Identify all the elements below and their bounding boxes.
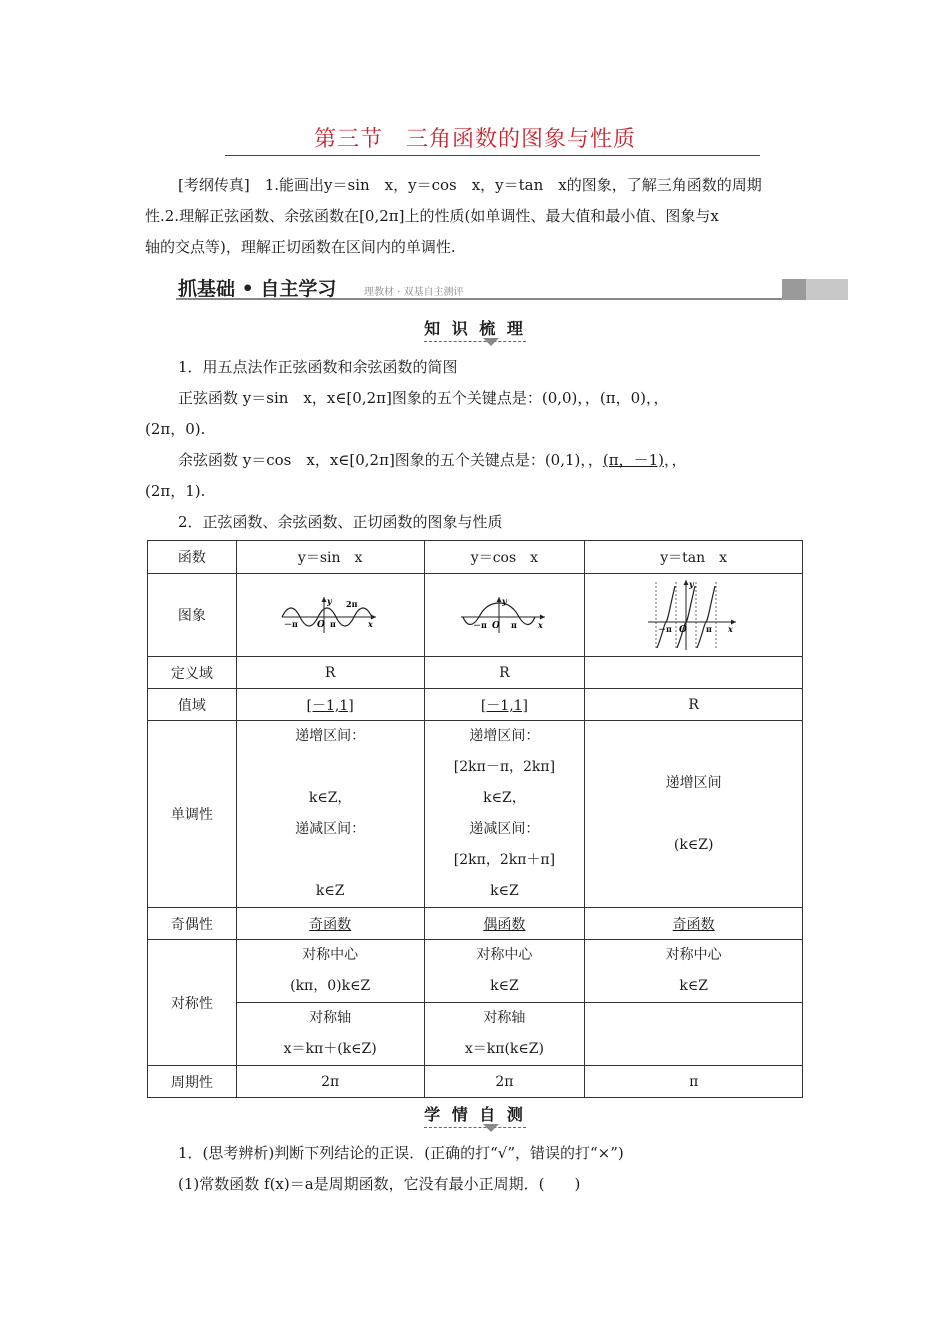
sin-graph-two-pi: 2π bbox=[346, 599, 358, 609]
header-cell: y＝sin x bbox=[236, 541, 424, 574]
banner-title: 抓基础 • 自主学习 bbox=[178, 278, 337, 300]
row-label: 周期性 bbox=[148, 1066, 237, 1098]
table-row-parity bbox=[148, 908, 803, 940]
row-label: 单调性 bbox=[148, 721, 237, 908]
question-1-1: (1)常数函数 f(x)＝a是周期函数，它没有最小正周期．( ) bbox=[178, 1175, 581, 1193]
table-row-symmetry-center bbox=[148, 940, 803, 1003]
exam-outline bbox=[145, 170, 805, 263]
heading-arrow-icon bbox=[483, 1124, 499, 1132]
table-row-header bbox=[148, 541, 803, 574]
cos-symmetry-center: 对称中心 k∈Z bbox=[424, 940, 585, 1003]
tan-graph bbox=[646, 578, 742, 652]
table-row-monotonicity bbox=[148, 721, 803, 908]
table-cell: 奇函数 bbox=[236, 908, 424, 940]
sin-graph-x-label: x bbox=[368, 619, 373, 629]
row-label: 对称性 bbox=[148, 940, 237, 1066]
cos-keypoints-line-2: (2π，1). bbox=[145, 482, 206, 500]
row-label: 奇偶性 bbox=[148, 908, 237, 940]
table-row-symmetry-axis bbox=[148, 1003, 803, 1066]
table-row-domain bbox=[148, 657, 803, 689]
tan-graph-x-label: x bbox=[727, 624, 733, 634]
section-banner bbox=[176, 276, 848, 300]
banner-block-dark bbox=[782, 279, 806, 300]
exam-outline-line-3: 轴的交点等)，理解正切函数在区间内的单调性. bbox=[145, 238, 456, 256]
heading-arrow-icon bbox=[483, 338, 499, 346]
cos-graph bbox=[459, 595, 549, 635]
table-cell bbox=[585, 657, 803, 689]
table-cell: [－1,1] bbox=[236, 689, 424, 721]
title-divider bbox=[225, 155, 760, 156]
item-1-heading: 1．用五点法作正弦函数和余弦函数的简图 bbox=[178, 358, 458, 376]
table-cell: π bbox=[585, 1066, 803, 1098]
banner-block-light bbox=[806, 279, 848, 300]
trig-properties-table bbox=[147, 540, 803, 1098]
cos-graph-x-label: x bbox=[538, 620, 544, 630]
header-cell: 函数 bbox=[148, 541, 237, 574]
table-cell: 奇函数 bbox=[585, 908, 803, 940]
cos-graph-neg-pi: －π bbox=[473, 620, 488, 630]
table-cell: 2π bbox=[236, 1066, 424, 1098]
question-1: 1．(思考辨析)判断下列结论的正误．(正确的打“√”，错误的打“×”) bbox=[178, 1144, 624, 1162]
item-2-heading: 2．正弦函数、余弦函数、正切函数的图象与性质 bbox=[178, 513, 503, 531]
tan-graph-pi: π bbox=[705, 624, 712, 634]
sin-graph-origin: O bbox=[317, 620, 325, 630]
cos-graph-pi: π bbox=[511, 620, 518, 630]
tan-graph-y-label: y bbox=[688, 579, 694, 589]
table-row-graph bbox=[148, 574, 803, 657]
table-cell: R bbox=[424, 657, 585, 689]
sin-graph-cell bbox=[236, 574, 424, 657]
sin-graph bbox=[280, 595, 380, 635]
sin-graph-y-label: y bbox=[327, 596, 332, 606]
sin-monotonicity: 递增区间： k∈Z， 递减区间： k∈Z bbox=[236, 721, 424, 908]
cos-monotonicity: 递增区间： [2kπ－π，2kπ] k∈Z， 递减区间： [2kπ，2kπ＋π] k∈Z bbox=[424, 721, 585, 908]
item-1 bbox=[145, 352, 805, 538]
table-cell: R bbox=[585, 689, 803, 721]
sin-graph-pi: π bbox=[330, 619, 337, 629]
cos-graph-y-label: y bbox=[502, 596, 508, 606]
cos-symmetry-axis: 对称轴 x＝kπ(k∈Z) bbox=[424, 1003, 585, 1066]
tan-graph-cell bbox=[585, 574, 803, 657]
cos-keypoints-line: 余弦函数 y＝cos x，x∈[0,2π]图象的五个关键点是：(0,1)，，(π，－1)，， bbox=[178, 451, 687, 469]
tan-graph-neg-pi: －π bbox=[657, 624, 672, 634]
header-cell: y＝tan x bbox=[585, 541, 803, 574]
tan-monotonicity: 递增区间 (k∈Z) bbox=[585, 721, 803, 908]
cos-graph-cell bbox=[424, 574, 585, 657]
banner-subtitle: 理教材 · 双基自主测评 bbox=[364, 287, 464, 298]
page-title: 第三节 三角函数的图象与性质 bbox=[313, 127, 636, 152]
tan-symmetry-axis bbox=[585, 1003, 803, 1066]
exam-outline-line-1: [考纲传真] 1.能画出y＝sin x，y＝cos x，y＝tan x的图象，了解三角函数的周期 bbox=[178, 176, 762, 194]
section-heading-self-test: 学 情 自 测 bbox=[0, 1102, 950, 1125]
row-label: 值域 bbox=[148, 689, 237, 721]
header-cell: y＝cos x bbox=[424, 541, 585, 574]
tan-graph-origin: O bbox=[678, 625, 687, 635]
table-row-period bbox=[148, 1066, 803, 1098]
sin-graph-neg-pi: －π bbox=[284, 619, 299, 629]
sin-symmetry-center: 对称中心 (kπ，0)k∈Z bbox=[236, 940, 424, 1003]
self-test bbox=[145, 1138, 805, 1200]
sin-keypoints-line-2: (2π，0). bbox=[145, 420, 206, 438]
section-heading-knowledge: 知 识 梳 理 bbox=[0, 316, 950, 339]
cos-graph-origin: O bbox=[492, 621, 501, 631]
sin-keypoints-line: 正弦函数 y＝sin x，x∈[0,2π]图象的五个关键点是：(0,0)，，(π，0)，， bbox=[178, 389, 669, 407]
row-label: 定义域 bbox=[148, 657, 237, 689]
cos-keypoint-underlined: (π，－1) bbox=[602, 451, 664, 469]
table-cell: [－1,1] bbox=[424, 689, 585, 721]
table-cell: 偶函数 bbox=[424, 908, 585, 940]
table-cell: 2π bbox=[424, 1066, 585, 1098]
tan-symmetry-center: 对称中心 k∈Z bbox=[585, 940, 803, 1003]
row-label: 图象 bbox=[148, 574, 237, 657]
exam-outline-line-2: 性.2.理解正弦函数、余弦函数在[0,2π]上的性质(如单调性、最大值和最小值、图象与x bbox=[145, 207, 719, 225]
table-cell: R bbox=[236, 657, 424, 689]
table-row-range bbox=[148, 689, 803, 721]
sin-symmetry-axis: 对称轴 x＝kπ＋(k∈Z) bbox=[236, 1003, 424, 1066]
